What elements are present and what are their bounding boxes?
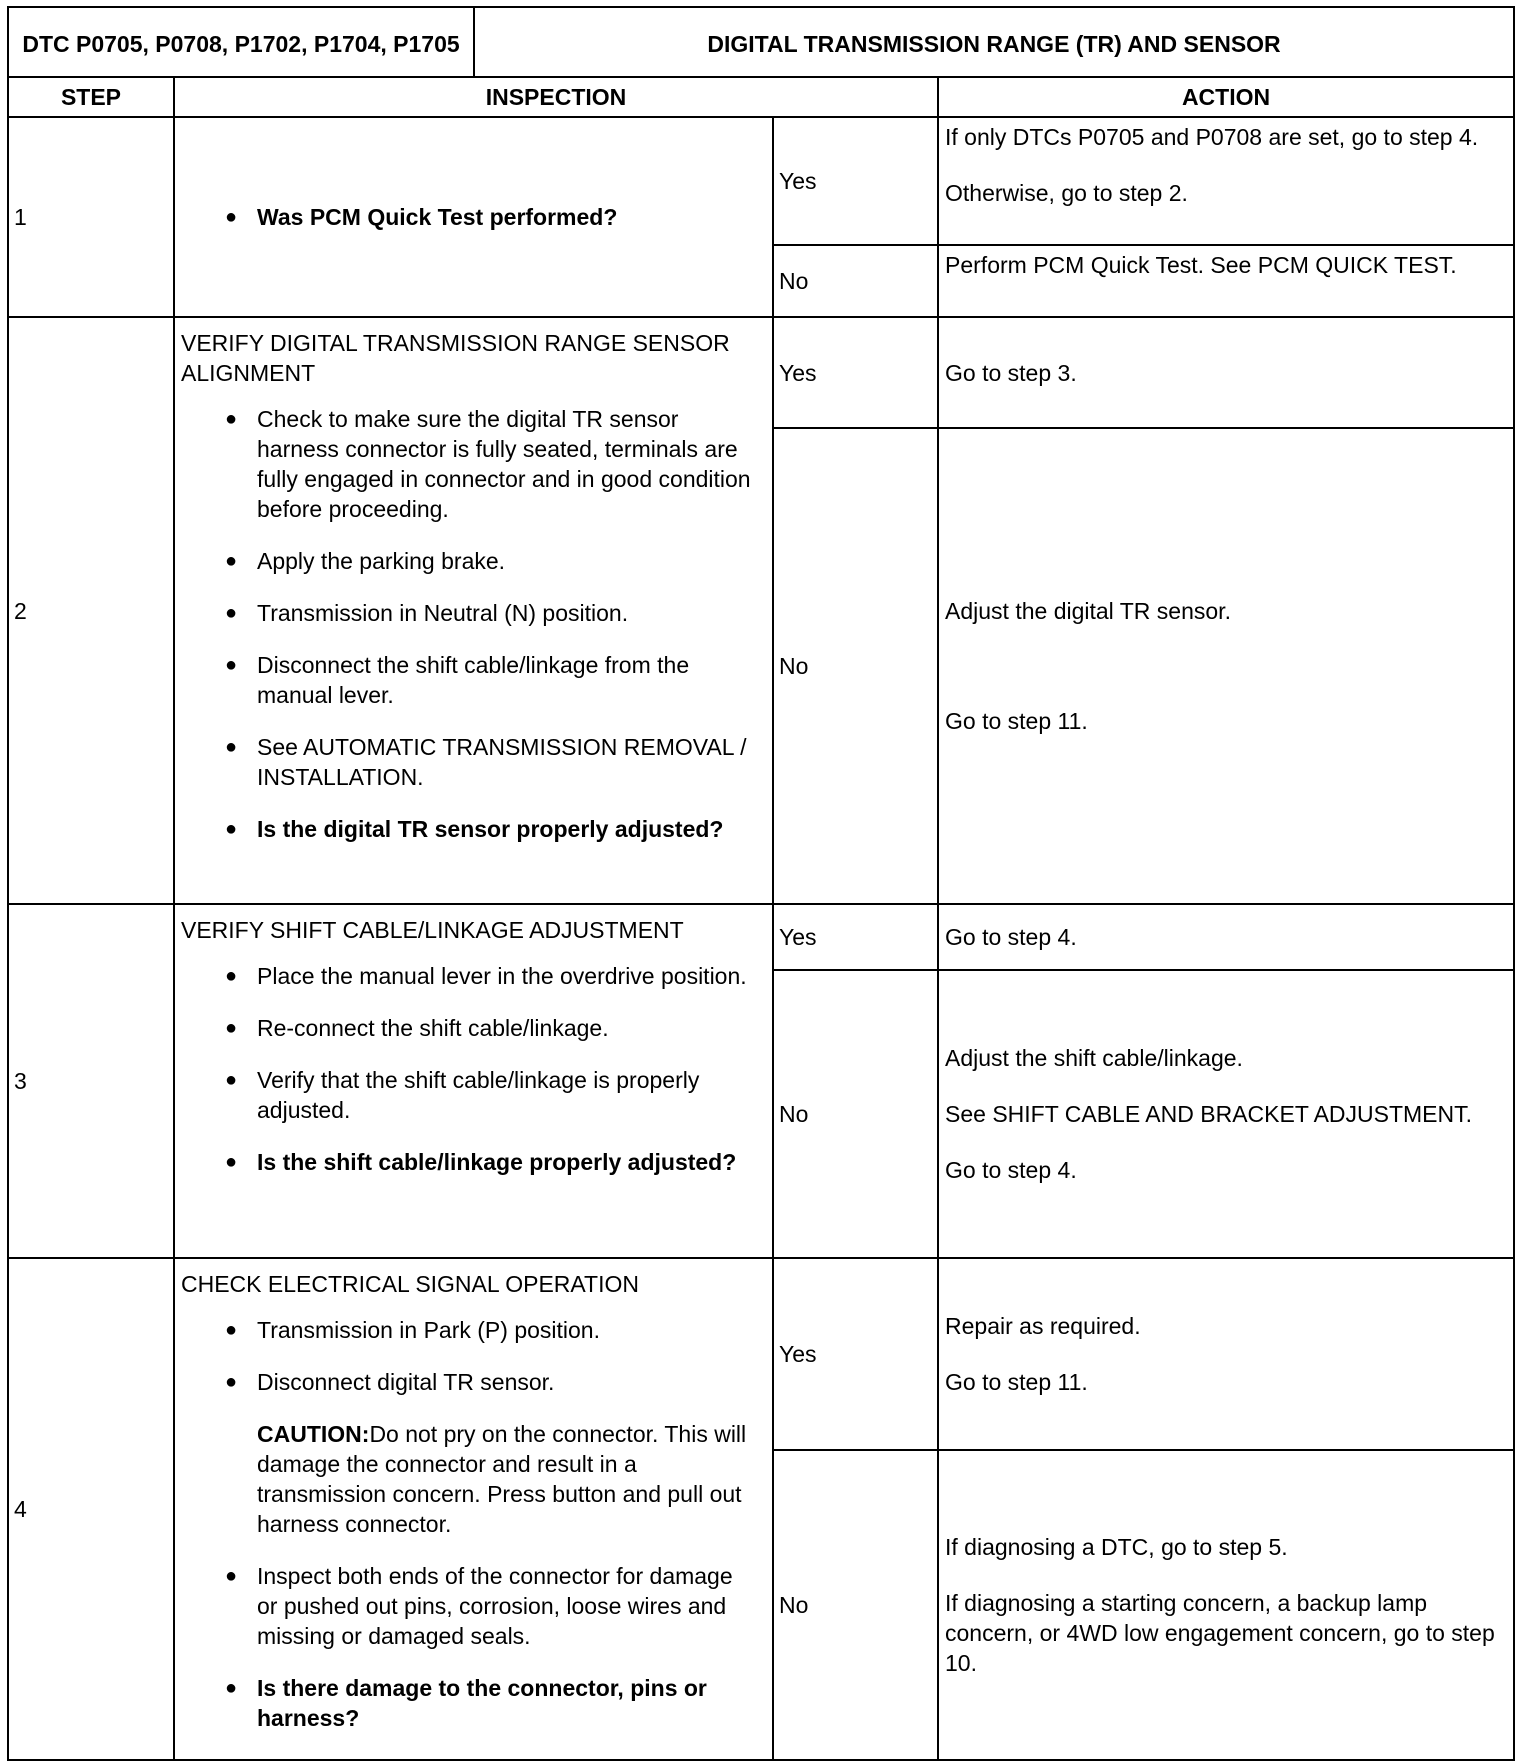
yes-action: If only DTCs P0705 and P0708 are set, go to step 4. Otherwise, go to step 2. (938, 117, 1514, 245)
yes-label: Yes (773, 904, 938, 970)
bullet-icon: ● (225, 1069, 238, 1091)
bullet-icon: ● (225, 206, 238, 228)
step-number: 3 (8, 904, 174, 1258)
page-title: DIGITAL TRANSMISSION RANGE (TR) AND SENSOR (474, 7, 1514, 77)
step-inspection (174, 1258, 773, 1760)
inspection-item: ● Transmission in Neutral (N) position. (225, 600, 629, 626)
bullet-icon: ● (225, 1017, 238, 1039)
inspection-item: ● See AUTOMATIC TRANSMISSION REMOVAL / INSTALLATION. (225, 734, 747, 790)
inspection-item: ● Verify that the shift cable/linkage is properly adjusted. (225, 1067, 700, 1123)
step-inspection (174, 117, 773, 317)
bullet-icon: ● (225, 1565, 238, 1587)
yes-label: Yes (773, 117, 938, 245)
step-inspection (174, 904, 773, 1258)
bullet-icon: ● (225, 1371, 238, 1393)
step-inspection (174, 317, 773, 904)
caution-text: Do not pry on the connector. This will damage the connector and result in a transmission concern. Press button and pull out harness connector. (257, 1421, 747, 1537)
no-action: Adjust the digital TR sensor. Go to step 11. (938, 428, 1514, 904)
bullet-icon: ● (225, 736, 238, 758)
step-number: 1 (8, 117, 174, 317)
bullet-icon: ● (225, 550, 238, 572)
inspection-item: ● Inspect both ends of the connector for damage or pushed out pins, corrosion, loose wires and missing or damaged seals. (225, 1563, 733, 1649)
bullet-icon: ● (225, 1677, 238, 1699)
inspection-item: ● Check to make sure the digital TR sensor harness connector is fully seated, terminals are fully engaged in connector and in good condition before proceeding. (225, 406, 751, 522)
no-label: No (773, 428, 938, 904)
no-label: No (773, 1450, 938, 1760)
no-action: If diagnosing a DTC, go to step 5. If diagnosing a starting concern, a backup lamp concern, or 4WD low engagement concern, go to step 10. (938, 1450, 1514, 1760)
no-action: Perform PCM Quick Test. See PCM QUICK TEST. (938, 245, 1514, 317)
bullet-icon: ● (225, 1151, 238, 1173)
step-heading: VERIFY DIGITAL TRANSMISSION RANGE SENSOR ALIGNMENT (181, 330, 730, 386)
inspection-item: ● Was PCM Quick Test performed? (225, 204, 618, 230)
caution-note (181, 1419, 752, 1539)
inspection-item: ● Transmission in Park (P) position. (225, 1317, 600, 1343)
yes-label: Yes (773, 317, 938, 428)
yes-action: Repair as required. Go to step 11. (938, 1258, 1514, 1450)
column-header-inspection: INSPECTION (174, 77, 938, 117)
no-label: No (773, 245, 938, 317)
column-header-step: STEP (8, 77, 174, 117)
yes-label: Yes (773, 1258, 938, 1450)
diagnostic-table (7, 6, 1515, 1761)
bullet-icon: ● (225, 602, 238, 624)
caution-label: CAUTION: (257, 1421, 370, 1447)
dtc-codes: DTC P0705, P0708, P1702, P1704, P1705 (8, 7, 474, 77)
inspection-item: ● Is the shift cable/linkage properly adjusted? (225, 1149, 737, 1175)
inspection-item: ● Place the manual lever in the overdrive position. (225, 963, 747, 989)
no-action: Adjust the shift cable/linkage. See SHIFT CABLE AND BRACKET ADJUSTMENT. Go to step 4. (938, 970, 1514, 1258)
yes-action: Go to step 4. (938, 904, 1514, 970)
bullet-icon: ● (225, 408, 238, 430)
yes-action: Go to step 3. (938, 317, 1514, 428)
step-number: 4 (8, 1258, 174, 1760)
inspection-item: ● Disconnect the shift cable/linkage from the manual lever. (225, 652, 690, 708)
inspection-item: ● Disconnect digital TR sensor. (225, 1369, 555, 1395)
inspection-item: ● Is there damage to the connector, pins or harness? (225, 1675, 707, 1731)
bullet-icon: ● (225, 1319, 238, 1341)
step-number: 2 (8, 317, 174, 904)
bullet-icon: ● (225, 654, 238, 676)
column-header-action: ACTION (938, 77, 1514, 117)
step-heading: CHECK ELECTRICAL SIGNAL OPERATION (181, 1271, 639, 1297)
inspection-item: ● Apply the parking brake. (225, 548, 506, 574)
step-heading: VERIFY SHIFT CABLE/LINKAGE ADJUSTMENT (181, 917, 684, 943)
inspection-item: ● Re-connect the shift cable/linkage. (225, 1015, 609, 1041)
bullet-icon: ● (225, 965, 238, 987)
no-label: No (773, 970, 938, 1258)
bullet-icon: ● (225, 818, 238, 840)
inspection-item: ● Is the digital TR sensor properly adjusted? (225, 816, 724, 842)
